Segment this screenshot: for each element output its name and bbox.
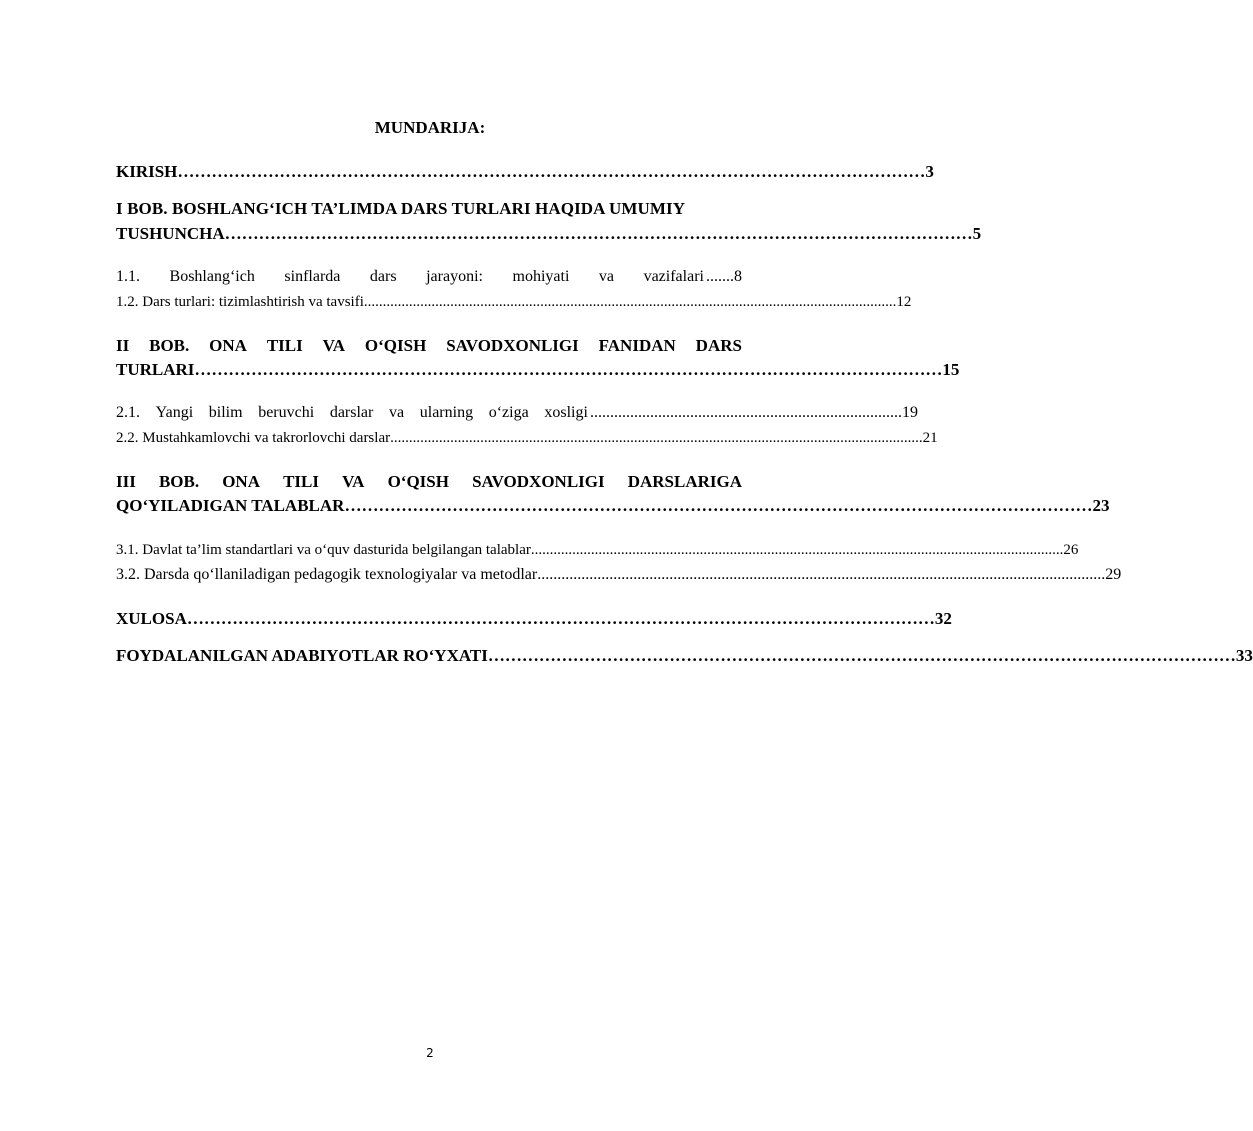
dot-leader: .............................................................................................................................................. xyxy=(530,542,1064,558)
toc-page-number: 23 xyxy=(1092,496,1110,515)
toc-entry-text: QO‘YILADIGAN TALABLAR xyxy=(116,496,345,515)
toc-page-number: 26 xyxy=(1063,542,1079,558)
toc-section-1-2 xyxy=(116,290,912,314)
page-number: 2 xyxy=(426,1046,434,1060)
toc-entry-kirish xyxy=(116,160,934,184)
toc-title: MUNDARIJA: xyxy=(374,118,486,137)
toc-entry-text: 1.2. Dars turlari: tizimlashtirish va tavsifi xyxy=(116,294,364,310)
dot-leader: ....... xyxy=(706,268,734,285)
dot-leader: .............................................................................................................................................. xyxy=(390,430,923,446)
toc-chapter-2-line2 xyxy=(116,358,960,382)
dot-leader: …………………………………………………………………………………………………………………… xyxy=(194,360,943,379)
toc-entry-references xyxy=(116,644,1253,668)
toc-entry-text: TURLARI xyxy=(116,360,195,379)
toc-section-2-1 xyxy=(116,401,918,425)
toc-chapter-1-line2 xyxy=(116,222,982,246)
toc-page-number: 5 xyxy=(972,224,982,243)
toc-chapter-3-line2 xyxy=(116,494,1110,518)
dot-leader: .............................................................................................................................................. xyxy=(363,294,897,310)
dot-leader: …………………………………………………………………………………………………………………… xyxy=(177,162,926,181)
toc-chapter-1-heading: I BOB. BOSHLANG‘ICH TA’LIMDA DARS TURLARI HAQIDA UMUMIY xyxy=(116,199,686,218)
toc-section-2-2 xyxy=(116,426,938,450)
toc-entry-text: 3.2. Darsda qo‘llaniladigan pedagogik texnologiyalar va metodlar xyxy=(116,566,538,583)
dot-leader: …………………………………………………………………………………………………………………… xyxy=(224,224,973,243)
toc-section-3-1 xyxy=(116,538,1079,562)
toc-page-number: 21 xyxy=(922,430,938,446)
toc-page-number: 33 xyxy=(1235,646,1253,665)
toc-page-number: 15 xyxy=(942,360,960,379)
toc-entry-text: 2.2. Mustahkamlovchi va takrorlovchi darslar xyxy=(116,430,391,446)
toc-entry-xulosa xyxy=(116,607,952,631)
toc-entry-text: TUSHUNCHA xyxy=(116,224,225,243)
toc-entry-text: KIRISH xyxy=(116,162,178,181)
toc-chapter-3-line1: III BOB. ONA TILI VA O‘QISH SAVODXONLIGI DARSLARIGA xyxy=(116,472,742,491)
toc-page-number: 12 xyxy=(896,294,912,310)
toc-section-3-2 xyxy=(116,563,1122,587)
toc-entry-words: 1.1. Boshlang‘ich sinflarda dars jarayoni: mohiyati va vazifalari xyxy=(116,268,704,285)
toc-entry-text: 3.1. Davlat ta’lim standartlari va o‘quv dasturida belgilangan talablar xyxy=(116,542,531,558)
dot-leader: .............................................................................. xyxy=(590,404,902,421)
toc-page-number: 3 xyxy=(925,162,934,181)
toc-entry-text: XULOSA xyxy=(116,609,187,628)
toc-section-1-1 xyxy=(116,265,742,289)
toc-chapter-2-line1: II BOB. ONA TILI VA O‘QISH SAVODXONLIGI FANIDAN DARS xyxy=(116,336,742,355)
dot-leader: …………………………………………………………………………………………………………………… xyxy=(487,646,1236,665)
dot-leader: …………………………………………………………………………………………………………………… xyxy=(186,609,935,628)
toc-entry-words: 2.1. Yangi bilim beruvchi darslar va ularning o‘ziga xosligi xyxy=(116,404,588,421)
toc-page-number: 29 xyxy=(1105,566,1122,583)
toc-page-number: 8 xyxy=(734,268,742,285)
dot-leader: …………………………………………………………………………………………………………………… xyxy=(344,496,1093,515)
toc-entry-text: FOYDALANILGAN ADABIYOTLAR RO‘YXATI xyxy=(116,646,488,665)
dot-leader: .............................................................................................................................................. xyxy=(537,566,1106,583)
toc-chapter-1-line1 xyxy=(116,197,742,221)
toc-page-number: 19 xyxy=(902,404,918,421)
toc-page-number: 32 xyxy=(934,609,952,628)
